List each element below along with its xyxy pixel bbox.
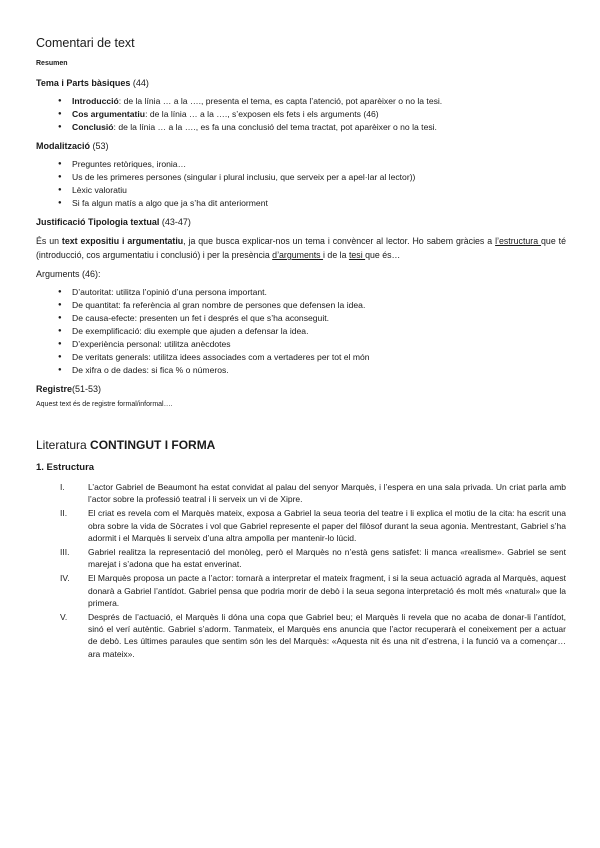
text-run-bold: text expositiu i argumentatiu [61, 236, 184, 246]
item-number: IV. [60, 573, 70, 584]
text-run: És un [36, 236, 62, 246]
tema-heading [36, 77, 566, 89]
registre-label: Registre [36, 384, 73, 394]
tema-ref: (44) [130, 78, 149, 88]
arguments-heading: Arguments (46): [36, 269, 101, 279]
modalitzacio-label: Modalització [36, 141, 91, 151]
estructura-heading: 1. Estructura [36, 462, 95, 473]
arguments-item: ● D’autoritat: utilitza l’opinió d’una persona important. [72, 286, 566, 299]
modalitzacio-item: ● Us de les primeres persones (singular i plural inclusiu, que serveix per a apel·lar al lector)) [72, 171, 566, 184]
tema-item-text: : de la línia … a la …., es fa una conclusió del tema tractat, pot aparèixer o no la tesi. [113, 122, 437, 132]
modalitzacio-item: ● Preguntes retòriques, ironia… [72, 158, 566, 171]
item-number: I. [60, 482, 65, 492]
literatura-label: Literatura [36, 438, 91, 452]
item-text: El criat es revela com el Marquès mateix, exposa a Gabriel la seua teoria del teatre i li explica el motiu de la cita: ha escrit una obra sobre la vida de Sòcrates i vol que Gabriel represente el paper del filòsof durant la seua agonia. Mentrestant, Gabriel s’ha adormit i el Marquès li serveix d’una altra ampolla per mantenir-lo lúcid. [88, 508, 566, 543]
registre-heading [36, 383, 566, 395]
resumen-label: Resumen [36, 60, 68, 67]
text-run: i de la [323, 250, 349, 260]
text-run: que té (introducció, cos argumentatiu i conclusió) i per la presència [36, 236, 566, 260]
item-text: Gabriel realitza la representació del monòleg, però el Marquès no n’està gens satisfet: li manca «realisme». Gabriel se sent marejat i s’adona que ha estat enverinat. [88, 547, 566, 570]
modalitzacio-heading [36, 140, 566, 152]
document-page [36, 36, 566, 662]
item-text: El Marquès proposa un pacte a l’actor: tornarà a interpretar el mateix fragment, i si la seua actuació agrada al Marquès, aquest donarà a Gabriel l’antídot. Gabriel pensa que podria morir de debò i la seua segona interpretació és molt més «natural» que la primera. [88, 573, 566, 608]
item-text: Després de l’actuació, el Marquès li dóna una copa que Gabriel beu; el Marquès li revela que no acaba de donar-li l’antídot, sinó el verí autèntic. Gabriel s’adorm. Tanmateix, el Marquès ens anuncia que l’actor recuperarà el coneixement per a actuar de debò. Les últimes paraules que sentim són les del Marquès: «Aquesta nit és una nit d’estrena, i la funció va a començar… ara mateix». [88, 612, 566, 659]
tema-item-text: : de la línia … a la …., presenta el tema, es capta l’atenció, pot aparèixer o no la tesi. [118, 96, 443, 106]
item-number: II. [60, 508, 68, 519]
literatura-heading [36, 438, 566, 452]
estructura-item [60, 481, 566, 505]
modalitzacio-item: ● Lèxic valoratiu [72, 184, 566, 197]
document-title: Comentari de text [36, 36, 135, 50]
arguments-item: ● D’experiència personal: utilitza anècdotes [72, 338, 566, 351]
justificacio-ref: (43-47) [159, 217, 191, 227]
item-number: III. [60, 547, 70, 558]
underlined-run: tesi [348, 250, 366, 260]
justificacio-heading [36, 216, 566, 228]
underlined-run: d’arguments [272, 250, 324, 260]
tema-item-term: Conclusió [72, 122, 114, 132]
arguments-list [36, 286, 566, 377]
tema-item [72, 95, 566, 108]
registre-ref: (51-53) [72, 384, 102, 394]
modalitzacio-list [36, 158, 566, 210]
arguments-item: ● De xifra o de dades: si fica % o números. [72, 364, 566, 377]
arguments-item: ● De causa-efecte: presenten un fet i després el que s’ha aconseguit. [72, 312, 566, 325]
estructura-item [60, 507, 566, 544]
arguments-item: ● De veritats generals: utilitza idees associades com a vertaderes per tot el món [72, 351, 566, 364]
tema-label: Tema i Parts bàsiques [36, 78, 131, 88]
estructura-item [60, 546, 566, 570]
item-text: L’actor Gabriel de Beaumont ha estat convidat al palau del senyor Marquès, i l’espera en una sala privada. Un criat parla amb l’actor sobre la professió teatral i li serveix un vi de Xipre. [88, 482, 566, 505]
underlined-run: l’estructura [495, 236, 542, 246]
arguments-item: ● De quantitat: fa referència al gran nombre de persones que defensen la idea. [72, 299, 566, 312]
estructura-item [60, 572, 566, 609]
estructura-item [60, 611, 566, 660]
arguments-item: ● De exemplificació: diu exemple que ajuden a defensar la idea. [72, 325, 566, 338]
item-number: V. [60, 612, 68, 623]
modalitzacio-ref: (53) [90, 141, 109, 151]
estructura-list [36, 481, 566, 660]
tema-item [72, 121, 566, 134]
modalitzacio-item: ● Si fa algun matís a algo que ja s’ha dit anteriorment [72, 197, 566, 210]
justificacio-label: Justificació Tipologia textual [36, 217, 160, 227]
tema-item [72, 108, 566, 121]
tema-item-term: Introducció [72, 96, 119, 106]
tema-item-text: : de la línia … a la …., s’exposen els fets i els arguments (46) [145, 109, 379, 119]
tema-list [36, 95, 566, 134]
registre-note: Aquest text és de registre formal/informal…. [36, 401, 173, 408]
text-run: que és… [365, 250, 401, 260]
justificacio-paragraph [36, 234, 566, 262]
literatura-bold: CONTINGUT I FORMA [90, 438, 216, 452]
text-run: , ja que busca explicar-nos un tema i convèncer al lector. Ho sabem gràcies a [183, 236, 496, 246]
tema-item-term: Cos argumentatiu [72, 109, 146, 119]
